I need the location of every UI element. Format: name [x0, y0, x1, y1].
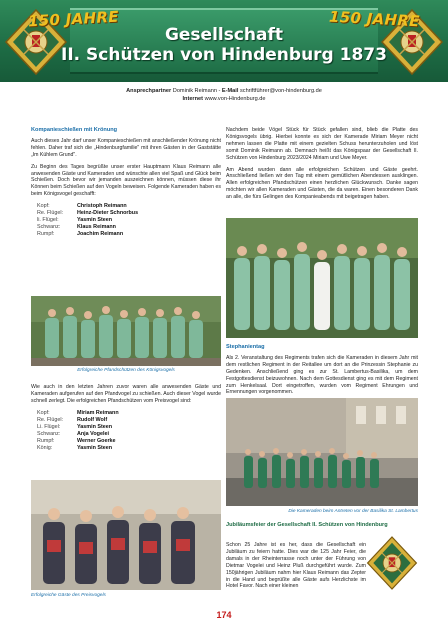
contact-label: Ansprechpartner [126, 88, 172, 94]
roster-key: Re. Flügel: [37, 210, 64, 217]
anniversary-label-left: 150 JAHRE [27, 7, 120, 31]
photo-caption: Erfolgreiche Pfandschützen des Königsvogels [77, 368, 175, 373]
right-column-jubilaeum-text [226, 542, 366, 595]
roster-key: li. Flügel: [37, 217, 59, 224]
email-link[interactable]: schriftführer@von-hindenburg.de [239, 88, 322, 94]
roster-key: Schwanz: [37, 224, 61, 231]
contact-block: Ansprechpartner Dominik Reimann - E-Mail schriftführer@von-hindenburg.de Internet www.von-Hindenburg.de [126, 88, 322, 102]
roster-value: Yasmin Steen [77, 444, 113, 451]
paragraph: Am Abend wurden dann alle erfolgreichen Schützen und Gäste geehrt. Anschließend ließen wir den Tag mit einem gemütlichen Abendessen ausklingen. Allen erfolgreichen Pfandschützen einen herzlichen Glückwunsch. Danke sagen möchten wir allen Kameraden und Gästen, die da waren. Einen besonderen Dank an alle, die fürs Gelingen des Kompanieabends mit beigetragen haben. [226, 166, 418, 201]
paragraph: Nachdem beide Vögel Stück für Stück gefallen sind, blieb die Platte des Königsvogels übrig. Hierbei konnte es sich der Kamerade Miriam Meyer nicht nehmen lassen die Platte mit einem gezielten Schuss herunterzuholen und löst somit Dominik Reimann ab. Demnach heißt das Königspaar der Gesellschaft II. Schützen von Hindenburg 2023/2024 Miriam und Uwe Meyer. [226, 127, 418, 161]
paragraph: Schon 25 Jahre ist es her, dass die Gesellschaft ein Jubiläum zu feiern hatte. Dies war die 125 Jahr Feier, die damals in der Rheinterrasse noch unter der Führung von Dietmar Vogelei und Heinz Pluß durchgeführt wurde. Zum 150jährigen Jubiläum nahm hier Klaus Reimann das Zepter in die Hand und begrüßte alle Gäste aufs Herzlichste im Hotel Favor. Nach einer kleinen [226, 542, 366, 590]
right-column [226, 127, 418, 206]
roster-preisvogel [37, 410, 221, 452]
roster-key: Li. Flügel: [37, 423, 61, 430]
roster-value: Heinz-Dieter Schnorbus [77, 210, 139, 217]
page-subtitle: II. Schützen von Hindenburg 1873 [61, 45, 387, 65]
right-column-jubilaeum [226, 522, 418, 533]
header-banner [0, 0, 448, 82]
email-label: E-Mail [221, 88, 239, 94]
jubilee-emblem [366, 534, 418, 592]
roster-key: Kopf: [37, 203, 50, 210]
paragraph: Zu Beginn des Tages begrüßte unser erster Hauptmann Klaus Reimann alle anwesenden Gäste und Kameraden und wünschte allen viel Spaß und Glück beim Schießen. Doch bevor wir jemanden auszeichnen können, müssen diese ihr Können beim Schießen auf den Vogeln beweisen. Folgende Kameraden haben es beim Königsvogel geschafft: [31, 163, 221, 198]
roster-key: Rumpf: [37, 231, 55, 238]
photo-caption: Die Kameraden beim Antreten vor der Basilika St. Lambertus [288, 509, 418, 514]
section-heading: Kompanieschießen mit Krönung [31, 127, 118, 133]
roster-value: Miriam Reimann [77, 409, 119, 416]
right-column-stephanientag [226, 344, 418, 401]
photo-preisvogel-gaeste [31, 480, 221, 590]
roster-value: Anja Vogelei [77, 430, 109, 437]
roster-koenigsvogel [37, 203, 221, 238]
contact-name: Dominik Reimann [172, 88, 217, 94]
page-title: Gesellschaft [164, 25, 284, 45]
section-heading: Jubiläumsfeier der Gesellschaft II. Schützen von Hindenburg [226, 522, 388, 528]
anniversary-label-right: 150 JAHRE [328, 7, 421, 31]
roster-value: Christoph Reimann [77, 203, 127, 210]
paragraph: Auch dieses Jahr darf unser Kompanieschießen mit anschließender Krönung nicht fehlen. Daher traf sich die „Hindenburgfamilie" mit ihren Gästen in der Gaststätte „Im Kühlem Grund". [31, 137, 221, 158]
roster-key: Rumpf: [37, 437, 55, 444]
roster-value: Yasmin Steen [77, 217, 113, 224]
roster-value: Rudolf Wolf [77, 416, 108, 423]
page-number: 174 [216, 610, 232, 620]
roster-value: Yasmin Steen [77, 423, 113, 430]
left-column-continued [31, 384, 221, 458]
photo-pfandschuetzen-koenigsvogel [31, 296, 221, 366]
photo-koenigspaar-gruppe [226, 218, 418, 338]
photo-caption: Erfolgreiche Gäste des Preisvogels [31, 593, 106, 598]
website-link[interactable]: www.von-Hindenburg.de [204, 95, 266, 102]
left-column [31, 127, 221, 244]
roster-value: Werner Goerke [77, 437, 116, 444]
paragraph: Als 2. Veranstaltung des Regiments trafen sich die Kameraden in diesem Jahr mit dem restlichen Regiment in der Reitallee um dort an die Prinzessin Stephanie zu Gedenken. Anschließend ging es zur St. Lambertus-Basilika, um dem Festgottesdienst beizuwohnen. Nach dem Gottesdienst ging es mit dem Regiment zum Henkelsaal. Dort eingetroffen, wurden vom Regiment Ehrungen und Ernennungen vorgenommen. [226, 354, 418, 396]
internet-label: Internet [182, 95, 203, 102]
roster-key: König: [37, 444, 53, 451]
photo-antreten-basilika [226, 398, 418, 506]
paragraph: Wie auch in den letzten Jahren zuvor waren alle anwesenden Gäste und Kameraden aufgerufen auf den Pfandvogel zu schießen. Auch dieser Vogel wurde schnell zerlegt. Die erfolgreichen Pfandschützen vom Preisvogel sind: [31, 384, 221, 404]
roster-value: Joachim Reimann [77, 231, 124, 238]
roster-value: Klaus Reimann [77, 224, 116, 231]
section-heading: Stephanientag [226, 344, 265, 350]
roster-key: Schwanz: [37, 430, 61, 437]
roster-key: Re. Flügel: [37, 416, 64, 423]
roster-key: Kopf: [37, 409, 50, 416]
